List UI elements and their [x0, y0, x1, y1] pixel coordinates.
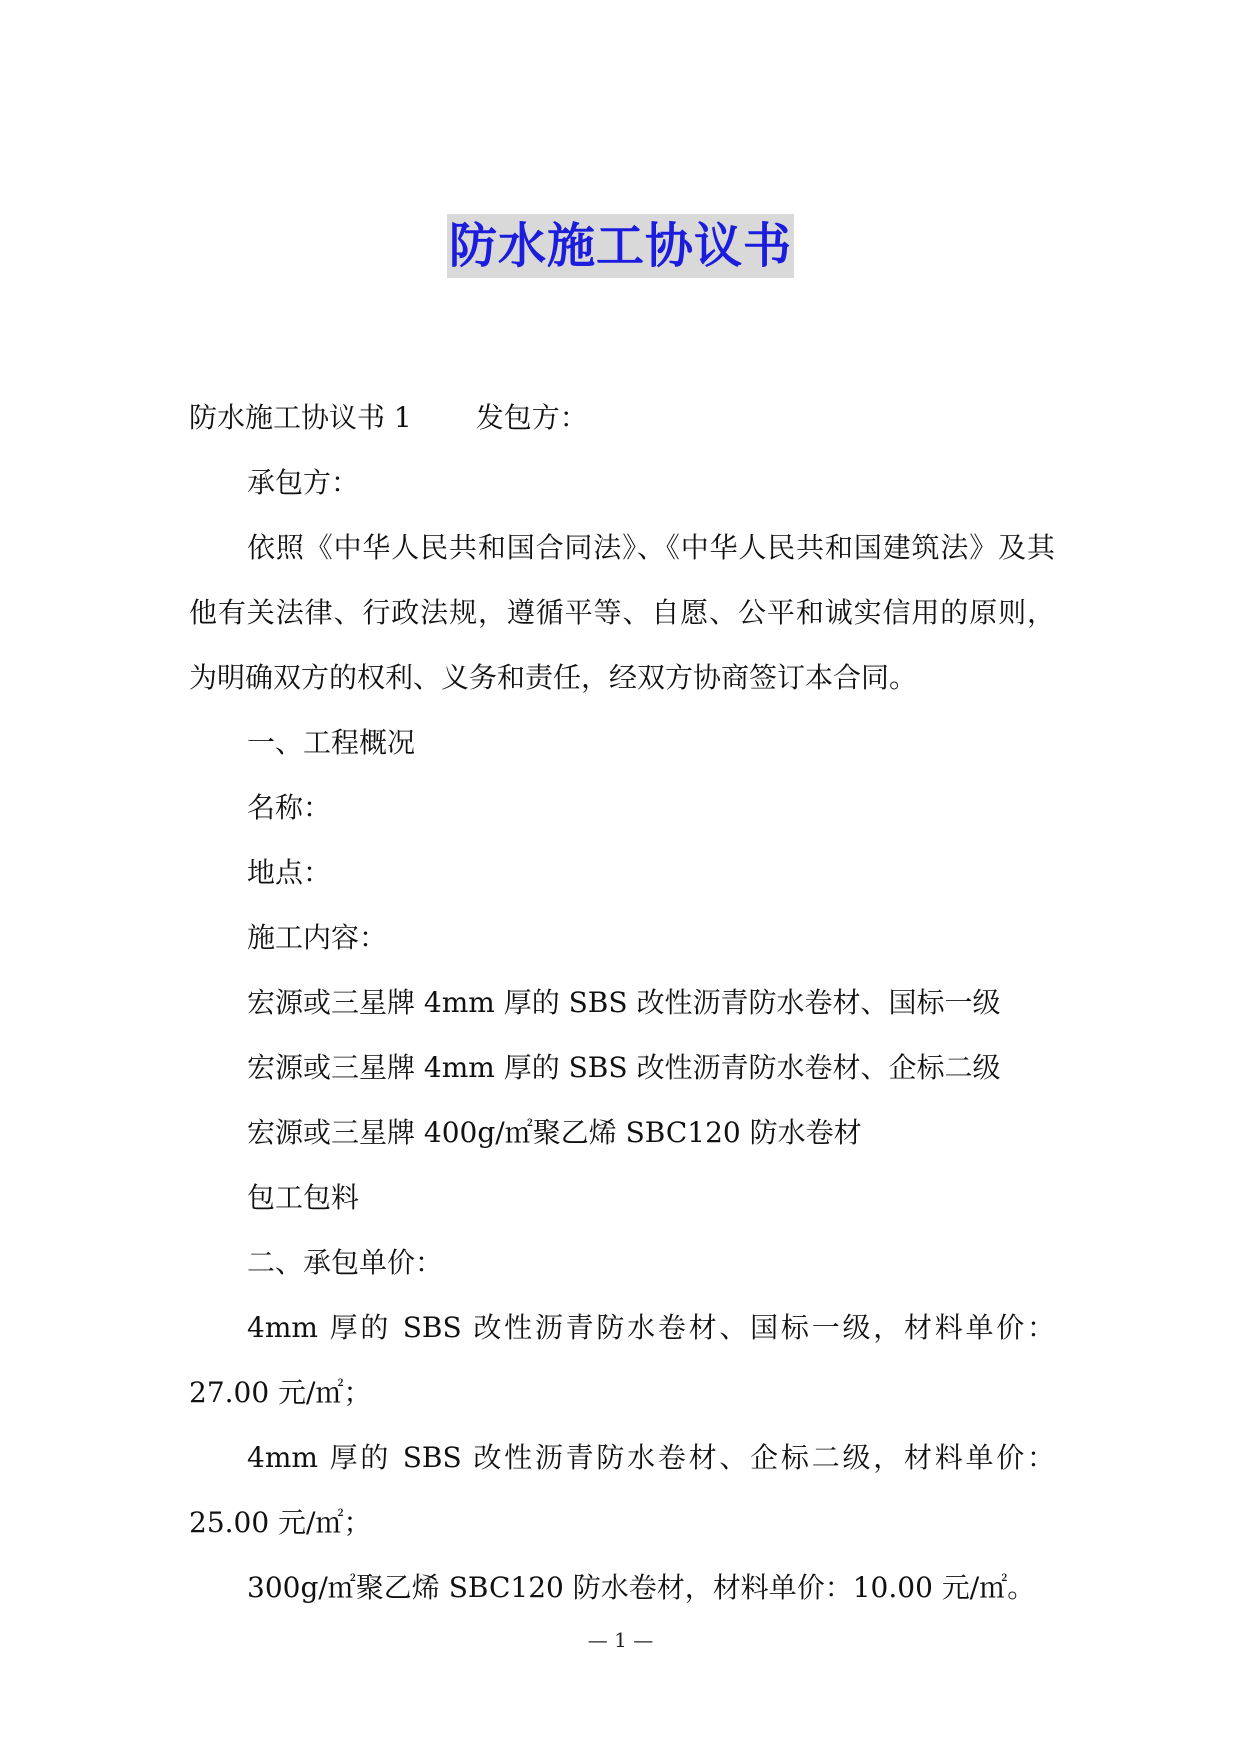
paragraph-price-2: 4mm 厚的 SBS 改性沥青防水卷材、企标二级，材料单价：25.00 元/㎡； — [189, 1441, 1055, 1539]
paragraph-contractor: 承包方： — [247, 466, 360, 499]
paragraph-section-2: 二、承包单价： — [247, 1246, 444, 1279]
paragraph-item-3: 宏源或三星牌 400g/㎡聚乙烯 SBC120 防水卷材 — [247, 1116, 862, 1149]
paragraph-location: 地点： — [247, 856, 332, 889]
page-number: — 1 — — [587, 1628, 654, 1652]
paragraph-name: 名称： — [247, 791, 332, 824]
paragraph-item-1: 宏源或三星牌 4mm 厚的 SBS 改性沥青防水卷材、国标一级 — [247, 986, 1001, 1019]
paragraph-labor-materials: 包工包料 — [247, 1181, 360, 1214]
paragraph-preamble: 依照《中华人民共和国合同法》、《中华人民共和国建筑法》及其他有关法律、行政法规，遵循平等、自愿、公平和诚实信用的原则，为明确双方的权利、义务和责任，经双方协商签订本合同。 — [189, 531, 1055, 694]
paragraph-section-1: 一、工程概况 — [247, 726, 416, 759]
document-body — [189, 385, 1055, 1620]
first-line-heading: 防水施工协议书 1 — [189, 401, 412, 434]
paragraph-item-2: 宏源或三星牌 4mm 厚的 SBS 改性沥青防水卷材、企标二级 — [247, 1051, 1001, 1084]
first-line-party: 发包方： — [475, 401, 588, 434]
paragraph-content: 施工内容： — [247, 921, 388, 954]
document-title: 防水施工协议书 — [447, 214, 794, 278]
paragraph-price-1: 4mm 厚的 SBS 改性沥青防水卷材、国标一级，材料单价：27.00 元/㎡； — [189, 1311, 1055, 1409]
title-container — [0, 214, 1241, 278]
first-line — [189, 385, 1055, 450]
paragraph-price-3: 300g/㎡聚乙烯 SBC120 防水卷材，材料单价：10.00 元/㎡。 — [247, 1571, 1036, 1604]
